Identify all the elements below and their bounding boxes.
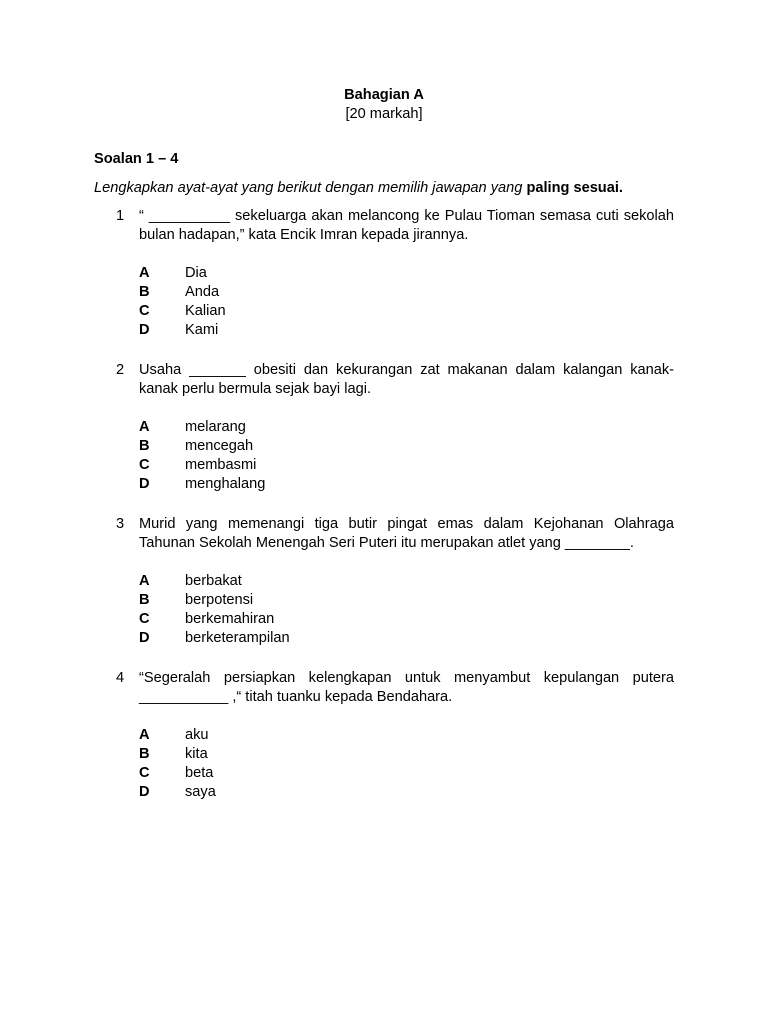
option-d: [139, 783, 676, 802]
question-number: 3: [116, 516, 125, 532]
instruction: [94, 179, 623, 198]
question-number: 2: [116, 362, 125, 378]
question-text: “ __________ sekeluarga akan melancong ke Pulau Tioman semasa cuti sekolah bulan hadapan,” kata Encik Imran kepada jirannya.: [139, 208, 674, 244]
question-2: [116, 361, 676, 495]
option-b: [139, 591, 676, 610]
option-letter: D: [139, 630, 150, 647]
section-title: Bahagian A: [344, 87, 424, 103]
option-letter: B: [139, 283, 150, 300]
option-letter: D: [139, 322, 150, 339]
option-text: kita: [185, 745, 208, 762]
question-text: Usaha _______ obesiti dan kekurangan zat makanan dalam kalangan kanak-kanak perlu bermula sejak bayi lagi.: [139, 362, 674, 398]
option-letter: D: [139, 476, 150, 493]
option-text: berpotensi: [185, 591, 254, 608]
option-b: [139, 437, 676, 456]
option-text: Kalian: [185, 303, 226, 320]
option-text: menghalang: [185, 476, 266, 493]
instruction-emphasis: paling sesuai.: [526, 180, 623, 196]
option-text: berbakat: [185, 572, 242, 589]
question-1: [116, 207, 676, 341]
option-b: [139, 283, 676, 302]
option-list: [139, 572, 676, 649]
question-text: Murid yang memenangi tiga butir pingat emas dalam Kejohanan Olahraga Tahunan Sekolah Menengah Seri Puteri itu merupakan atlet yang ________.: [139, 516, 674, 552]
option-text: Dia: [185, 264, 207, 281]
question-4: [116, 669, 676, 803]
option-text: beta: [185, 765, 214, 782]
question-number: 4: [116, 670, 125, 686]
option-text: aku: [185, 726, 209, 743]
option-text: mencegah: [185, 437, 254, 454]
option-text: berketerampilan: [185, 630, 290, 647]
option-text: berkemahiran: [185, 611, 275, 628]
option-c: [139, 302, 676, 321]
option-a: [139, 418, 676, 437]
option-letter: C: [139, 303, 150, 320]
option-letter: C: [139, 611, 150, 628]
option-a: [139, 572, 676, 591]
option-d: [139, 629, 676, 648]
instruction-text: Lengkapkan ayat-ayat yang berikut dengan memilih jawapan yang: [94, 180, 523, 196]
option-letter: B: [139, 591, 150, 608]
option-letter: B: [139, 437, 150, 454]
section-marks: [20 markah]: [345, 106, 423, 122]
option-list: [139, 418, 676, 495]
option-letter: A: [139, 726, 150, 743]
option-c: [139, 764, 676, 783]
option-b: [139, 745, 676, 764]
option-letter: B: [139, 745, 150, 762]
option-text: Kami: [185, 322, 219, 339]
option-c: [139, 610, 676, 629]
option-text: Anda: [185, 283, 220, 300]
option-a: [139, 726, 676, 745]
option-text: melarang: [185, 418, 246, 435]
option-c: [139, 456, 676, 475]
question-3: [116, 515, 676, 649]
question-text: “Segeralah persiapkan kelengkapan untuk menyambut kepulangan putera ___________ ,“ titah tuanku kepada Bendahara.: [139, 670, 674, 706]
option-letter: C: [139, 765, 150, 782]
option-letter: C: [139, 457, 150, 474]
option-list: [139, 264, 676, 341]
option-text: membasmi: [185, 457, 257, 474]
question-number: 1: [116, 208, 125, 224]
option-letter: D: [139, 784, 150, 801]
option-d: [139, 475, 676, 494]
option-a: [139, 264, 676, 283]
option-d: [139, 321, 676, 340]
option-text: saya: [185, 784, 216, 801]
option-letter: A: [139, 572, 150, 589]
option-list: [139, 726, 676, 803]
question-range-label: Soalan 1 – 4: [94, 151, 179, 167]
option-letter: A: [139, 264, 150, 281]
option-letter: A: [139, 418, 150, 435]
